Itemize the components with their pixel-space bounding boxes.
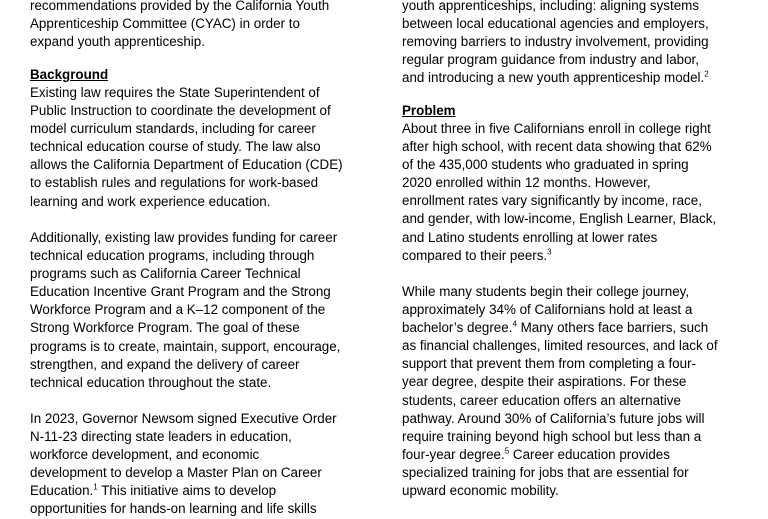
footnote-ref-1: 1 <box>93 482 98 492</box>
footnote-ref-5: 5 <box>504 446 510 456</box>
intro-paragraph-left: recommendations provided by the California Youth Apprenticeship Committee (CYAC) in order to expand youth apprenticeship. <box>30 0 330 50</box>
problem-paragraph-1: About three in five Californians enroll in college right after high school, with recent data showing that 62% of the 435,000 students who graduated in spring 2020 enrolled within 12 months. However, enrollment rates vary significantly by income, race, and gender, with low-income, English Learner, Black, and Latino students enrolling at lower rates compared to their peers.$^3$ <box>402 121 717 263</box>
intro-paragraph-right: youth apprenticeships, including: aligning systems between local educational agencies and employers, removing barriers to industry involvement, providing regular program guidance from industry and labor, and introducing a new youth apprenticeship model.$^2$ <box>402 0 709 86</box>
footnote-ref-3: 3 <box>547 247 552 257</box>
background-paragraph-1: Existing law requires the State Superintendent of Public Instruction to coordinate the development of model curriculum standards, including for career technical education course of study. The law also allows the California Department of Education (CDE) to establish rules and regulations for work-based learning and work experience education. <box>30 85 343 209</box>
background-heading: Background <box>30 67 109 82</box>
footnote-ref-4: 4 <box>512 319 517 329</box>
problem-heading: Problem <box>402 103 456 118</box>
background-paragraph-3: In 2023, Governor Newsom signed Executive Order N-11-23 directing state leaders in education, workforce development, and economic development to develop a Master Plan on Career Education.$^1$ This initiative aims to develop opportunities for hands-on learning and life skills <box>30 411 337 517</box>
problem-paragraph-2: While many students begin their college journey, approximately 34% of Californians hold at least a bachelor’s degree.$^4$ Many others face barriers, such as financial challenges, limited resources, and lack of support that prevent them from completing a four- year degree, despite their aspirations. For these students, career education offers an alternative pathway. Around 30% of California’s future jobs will require training beyond high school but less than a four-year degree.$^5$ Career education provides specialized training for jobs that are essential for upward economic mobility. <box>402 284 718 499</box>
background-paragraph-2: Additionally, existing law provides funding for career technical education programs, including through programs such as California Career Technical Education Incentive Grant Program and the Strong Workforce Program and a K–12 component of the Strong Workforce Program. The goal of these programs is to create, maintain, support, encourage, strengthen, and expand the delivery of career technical education throughout the state. <box>30 230 341 390</box>
footnote-ref-2: 2 <box>704 69 709 79</box>
